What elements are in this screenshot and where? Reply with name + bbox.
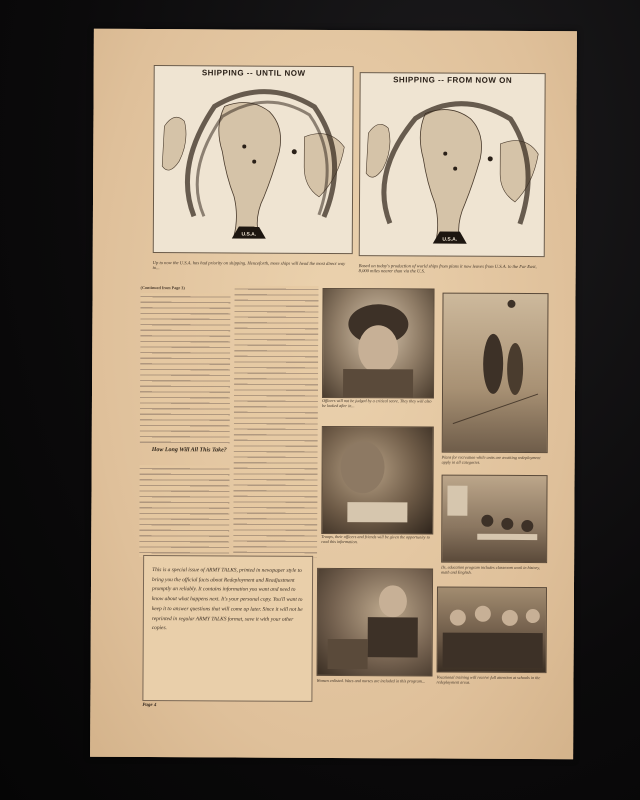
photo-soldier-helmet-graphic <box>323 289 434 398</box>
photo-wac <box>317 568 434 677</box>
column-1-head: (Continued from Page 3) <box>140 284 185 291</box>
text-column-1-lower <box>139 465 229 557</box>
map-right-graphic <box>360 73 545 256</box>
text-column-2 <box>233 285 318 557</box>
photo-classroom-graphic <box>442 476 546 563</box>
notice-text: This is a special issue of ARMY TALKS, printed in newspaper style to bring you the official facts about Redeployment and Readjustment promptly an reliably. It contains information you want and need to know about what happens next. It's your personal copy. You'll want to keep it to answer questions that will come up later. Since it will not be reprinted in regular ARMY TALKS format, save it with your other copies. <box>151 567 303 632</box>
map-shipping-from-now-on <box>359 72 546 257</box>
photo-4-caption: IIs, education program includes classroom work in history, math and English. <box>441 564 541 575</box>
map-title-right: SHIPPING -- FROM NOW ON <box>393 75 513 85</box>
photo-1-caption: Officers will not be judged by a critical score. They they will also be looked after in... <box>321 397 432 409</box>
photo-wac-graphic <box>318 569 433 676</box>
photo-basketball <box>442 293 549 454</box>
photo-3-caption: Troops, their officers and friends will be given the opportunity to read this information. <box>321 533 430 545</box>
newspaper-page <box>90 29 577 760</box>
text-column-1 <box>140 285 231 445</box>
column-1-body <box>140 293 231 443</box>
photo-officers-reading <box>321 426 434 535</box>
map-left-graphic <box>154 66 353 253</box>
map-left-usa-label: U.S.A. <box>241 231 257 238</box>
photo-5-caption: Women enlisted. Wacs and nurses are included in this program... <box>316 677 425 684</box>
photo-basketball-graphic <box>443 294 548 453</box>
photo-2-caption: Plans for recreation while units are awaiting redeployment apply in all categories. <box>441 454 541 465</box>
map-left-caption: Up to now the U.S.A. has had priority on shipping. Henceforth, more ships will head the most direct way to... <box>152 260 346 271</box>
photo-6-caption: Vocational training will receive full attention at schools in the redeployment areas. <box>436 674 541 685</box>
photo-soldier-helmet <box>322 288 435 399</box>
column-1-lower-body <box>139 465 229 557</box>
map-title-left: SHIPPING -- UNTIL NOW <box>201 68 306 78</box>
map-shipping-until-now <box>153 65 354 254</box>
special-issue-notice <box>142 555 313 702</box>
map-right-caption: Based on today's production of world ships from plans it now leaves from U.S.A. to the Far East, 8,000 miles nearer than via the U.S. <box>358 263 537 274</box>
column-2-body <box>233 285 318 557</box>
page-number: Page 4 <box>142 703 157 709</box>
photo-vocational-graphic <box>438 588 546 673</box>
photo-officers-reading-graphic <box>322 427 433 534</box>
photo-vocational-training <box>437 587 547 674</box>
map-right-usa-label: U.S.A. <box>442 236 458 243</box>
photo-classroom <box>441 475 547 564</box>
column-subhead: How Long Will All This Take? <box>151 447 227 454</box>
